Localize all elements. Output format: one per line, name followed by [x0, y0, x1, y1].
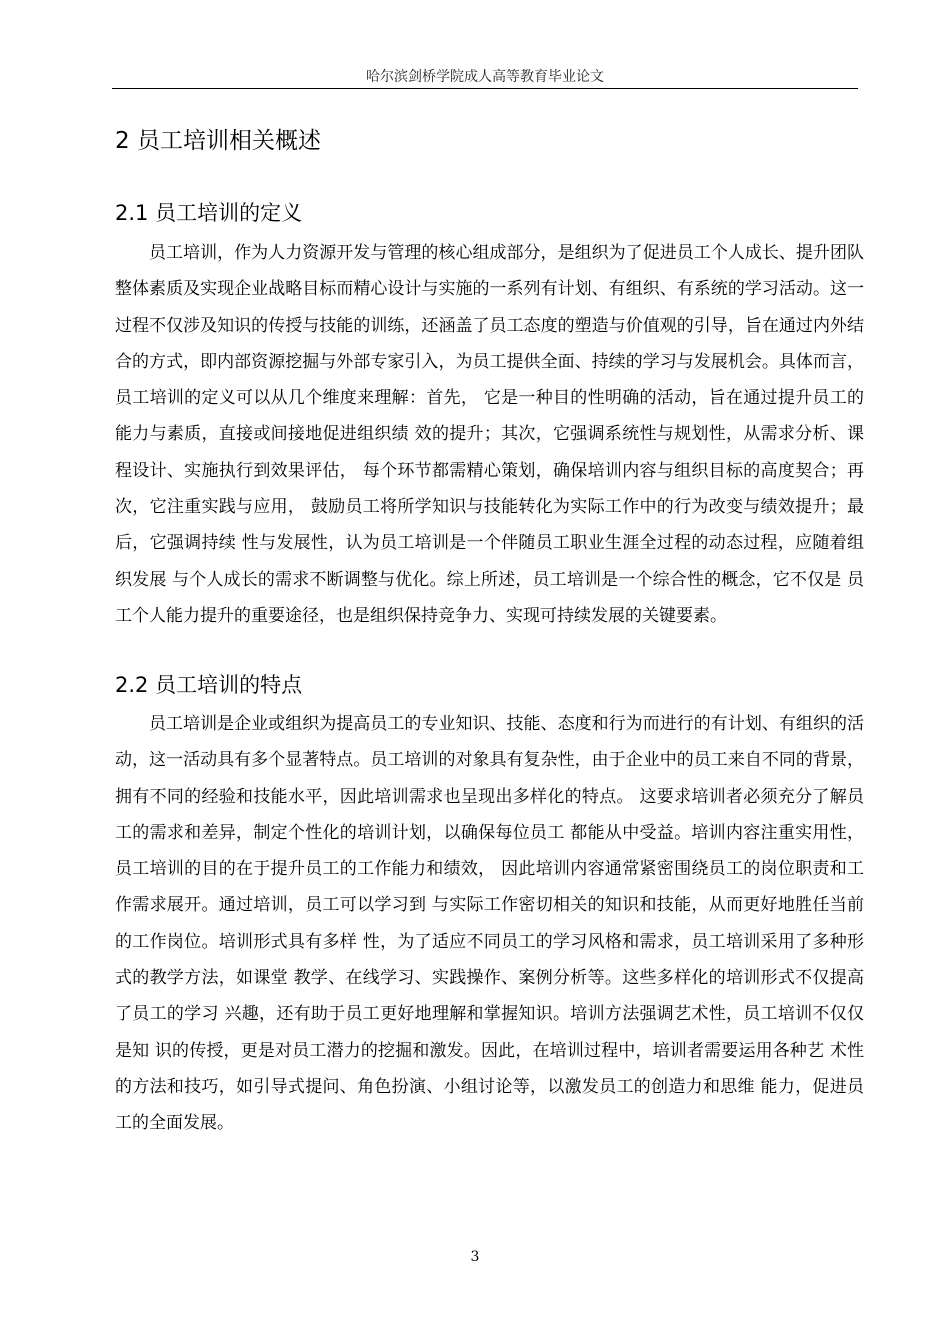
header-divider	[112, 88, 858, 89]
section-title-2-2: 2.2 员工培训的特点	[115, 673, 303, 697]
running-header: 哈尔滨剑桥学院成人高等教育毕业论文	[366, 69, 604, 85]
page-number: 3	[470, 1249, 480, 1265]
section-title-2-1: 2.1 员工培训的定义	[115, 201, 303, 225]
chapter-title: 2 员工培训相关概述	[115, 128, 321, 154]
section-2-2-paragraph: 员工培训是企业或组织为提高员工的专业知识、技能、态度和行为而进行的有计划、有组织的活动，这一活动具有多个显著特点。员工培训的对象具有复杂性，由于企业中的员工来自不同的背景，拥有不同的经验和技能水平，因此培训需求也呈现出多样化的特点。 这要求培训者必须充分了解员工的需求和差异，制定个性化的培训计划，以确保每位员工 都能从中受益。培训内容注重实用性，员工培训的目的在于提升员工的工作能力和绩效， 因此培训内容通常紧密围绕员工的岗位职责和工作需求展开。通过培训，员工可以学习到 与实际工作密切相关的知识和技能，从而更好地胜任当前的工作岗位。培训形式具有多样 性，为了适应不同员工的学习风格和需求，员工培训采用了多种形式的教学方法，如课堂 教学、在线学习、实践操作、案例分析等。这些多样化的培训形式不仅提高了员工的学习 兴趣，还有助于员工更好地理解和掌握知识。培训方法强调艺术性，员工培训不仅仅是知 识的传授，更是对员工潜力的挖掘和激发。因此，在培训过程中，培训者需要运用各种艺 术性的方法和技巧，如引导式提问、角色扮演、小组讨论等，以激发员工的创造力和思维 能力，促进员工的全面发展。	[115, 714, 864, 1134]
section-2-1-paragraph: 员工培训，作为人力资源开发与管理的核心组成部分，是组织为了促进员工个人成长、提升团队整体素质及实现企业战略目标而精心设计与实施的一系列有计划、有组织、有系统的学习活动。这一过程不仅涉及知识的传授与技能的训练，还涵盖了员工态度的塑造与价值观的引导，旨在通过内外结合的方式，即内部资源挖掘与外部专家引入，为员工提供全面、持续的学习与发展机会。具体而言，员工培训的定义可以从几个维度来理解：首先， 它是一种目的性明确的活动，旨在通过提升员工的能力与素质，直接或间接地促进组织绩 效的提升；其次，它强调系统性与规划性，从需求分析、课程设计、实施执行到效果评估， 每个环节都需精心策划，确保培训内容与组织目标的高度契合；再次，它注重实践与应用， 鼓励员工将所学知识与技能转化为实际工作中的行为改变与绩效提升；最后，它强调持续 性与发展性，认为员工培训是一个伴随员工职业生涯全过程的动态过程，应随着组织发展 与个人成长的需求不断调整与优化。综上所述，员工培训是一个综合性的概念，它不仅是 员工个人能力提升的重要途径，也是组织保持竞争力、实现可持续发展的关键要素。	[115, 243, 864, 626]
